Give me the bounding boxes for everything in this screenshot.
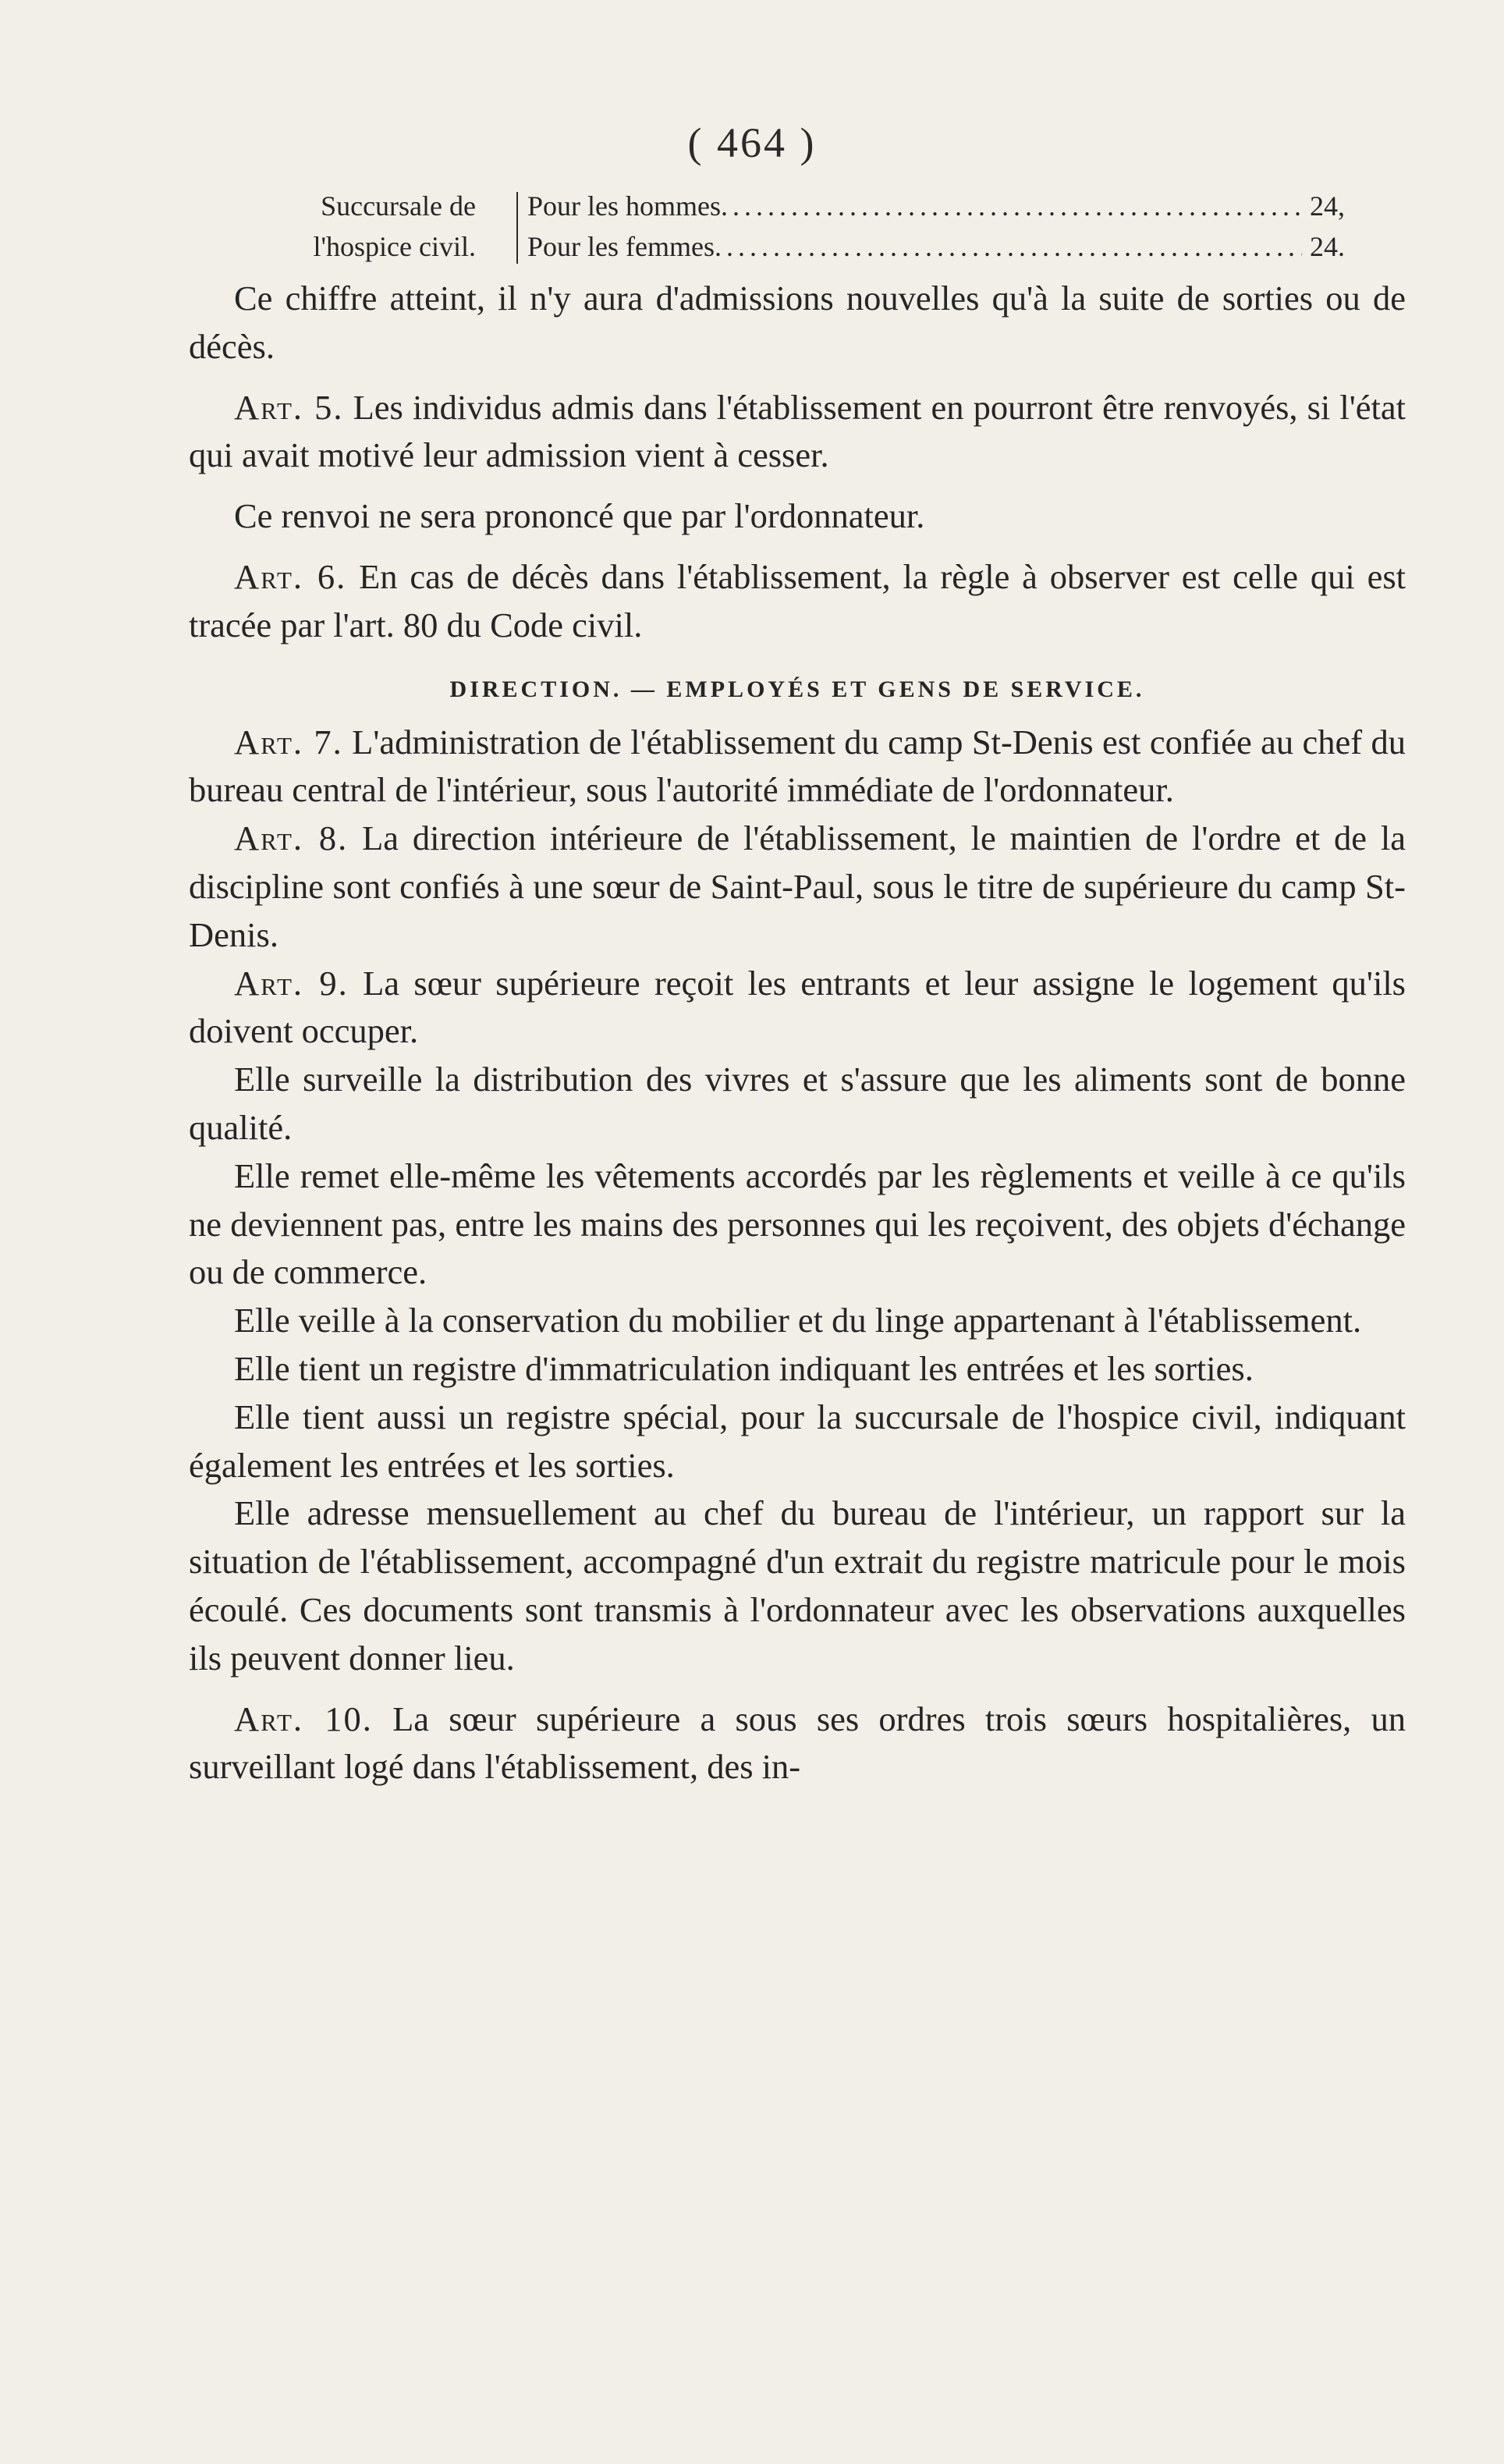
article-text: La direction intérieure de l'établissement, le maintien de l'ordre et de la discipline sont confiés à une sœur de Saint-Paul, sous le titre de supérieure du camp St-Denis. bbox=[189, 818, 1406, 954]
page-number: ( 464 ) bbox=[687, 119, 817, 166]
article-text: L'administration de l'établissement du camp St-Denis est confiée au chef du bureau central de l'intérieur, sous l'autorité immédiate de l'ordonnateur. bbox=[189, 722, 1406, 810]
row-hommes bbox=[527, 186, 1345, 226]
paragraph: Elle remet elle-même les vêtements accordés par les règlements et veille à ce qu'ils ne deviennent pas, entre les mains des personnes qui les reçoivent, des objets d'échange ou de commerce. bbox=[189, 1156, 1406, 1292]
succursale-table bbox=[265, 186, 1346, 267]
article-label: Art. 5. bbox=[234, 387, 344, 427]
article-label: Art. 10. bbox=[234, 1699, 373, 1738]
brace bbox=[516, 192, 518, 264]
row-label: Pour les hommes bbox=[527, 190, 721, 222]
paragraph: Elle tient aussi un registre spécial, pour la succursale de l'hospice civil, indiquant également les entrées et les sorties. bbox=[189, 1397, 1406, 1485]
row-count: 24. bbox=[1310, 231, 1345, 262]
article-10 bbox=[189, 1695, 1406, 1792]
succursale-label-line2: l'hospice civil. bbox=[313, 231, 476, 262]
article-8 bbox=[189, 815, 1406, 959]
article-label: Art. 7. bbox=[234, 722, 343, 762]
article-7 bbox=[189, 719, 1406, 815]
leader-dots bbox=[721, 186, 1302, 226]
paragraph: Elle tient un registre d'immatriculation indiquant les entrées et les sorties. bbox=[234, 1348, 1254, 1388]
article-9 bbox=[189, 960, 1406, 1056]
row-label: Pour les femmes bbox=[527, 231, 715, 262]
row-femmes bbox=[527, 226, 1345, 267]
paragraph: Elle surveille la distribution des vivres et s'assure que les aliments sont de bonne qualité. bbox=[189, 1060, 1406, 1147]
paragraph: Elle adresse mensuellement au chef du bureau de l'intérieur, un rapport sur la situation de l'établissement, accompagné d'un extrait du registre matricule pour le mois écoulé. Ces documents sont transmis à l'ordonnateur avec les observations auxquelles ils peuvent donner lieu. bbox=[189, 1493, 1406, 1678]
article-text: En cas de décès dans l'établissement, la règle à observer est celle qui est tracée par l'art. 80 du Code civil. bbox=[189, 556, 1406, 644]
article-text: Les individus admis dans l'établissement en pourront être renvoyés, si l'état qui avait motivé leur admission vient à cesser. bbox=[189, 387, 1406, 475]
succursale-label-line1: Succursale de bbox=[321, 190, 476, 222]
article-text: La sœur supérieure reçoit les entrants et leur assigne le logement qu'ils doivent occuper. bbox=[189, 963, 1406, 1051]
article-label: Art. 6. bbox=[234, 556, 347, 596]
paragraph: Ce renvoi ne sera prononcé que par l'ordonnateur. bbox=[234, 496, 925, 536]
article-label: Art. 9. bbox=[234, 963, 349, 1003]
succursale-label bbox=[265, 186, 476, 267]
row-count: 24, bbox=[1310, 190, 1345, 222]
paragraph: Ce chiffre atteint, il n'y aura d'admissions nouvelles qu'à la suite de sorties ou de décès. bbox=[189, 279, 1406, 366]
article-5 bbox=[189, 384, 1406, 481]
body-text bbox=[189, 275, 1406, 1791]
article-6 bbox=[189, 553, 1406, 650]
section-heading: DIRECTION. — EMPLOYÉS ET GENS DE SERVICE. bbox=[449, 676, 1145, 702]
article-label: Art. 8. bbox=[234, 818, 349, 858]
article-text: La sœur supérieure a sous ses ordres trois sœurs hospitalières, un surveillant logé dans l'établissement, des in- bbox=[189, 1699, 1406, 1787]
paragraph: Elle veille à la conservation du mobilier et du linge appartenant à l'établissement. bbox=[234, 1301, 1362, 1340]
leader-dots bbox=[715, 226, 1302, 267]
